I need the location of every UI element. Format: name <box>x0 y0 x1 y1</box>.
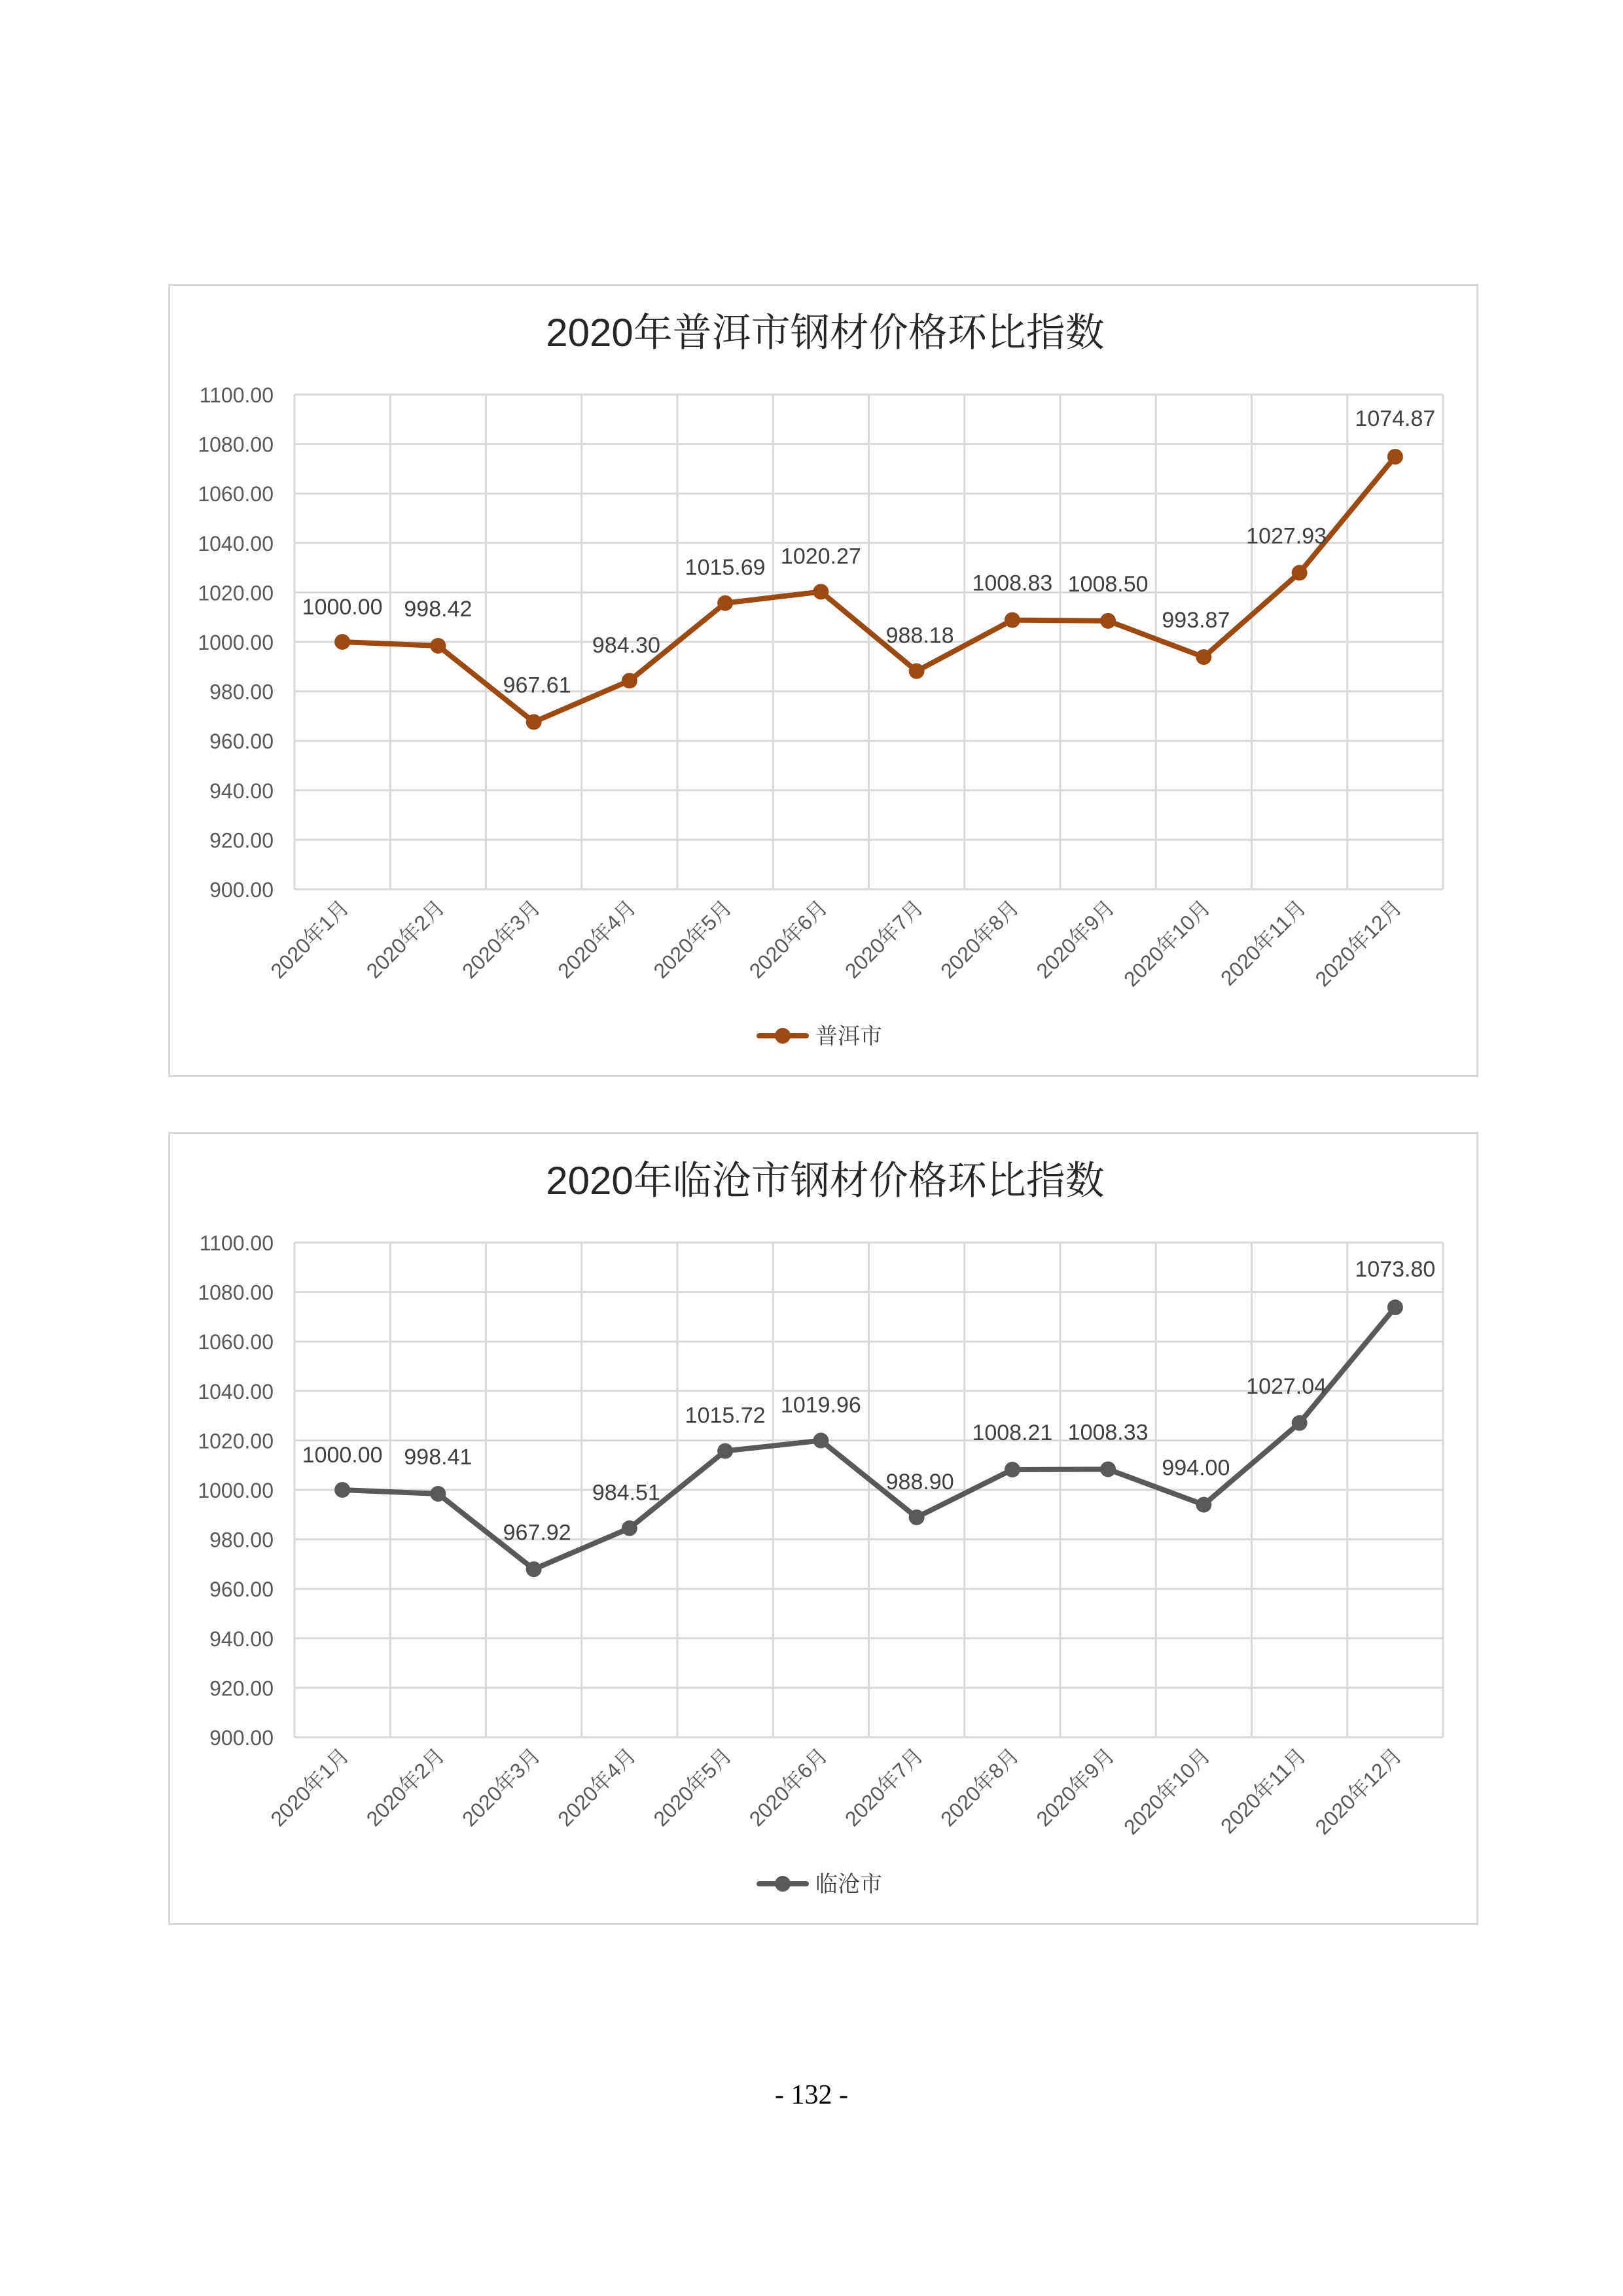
data-point <box>909 663 925 679</box>
data-label: 1000.00 <box>302 1443 383 1468</box>
y-tick-label: 1000.00 <box>198 1479 274 1502</box>
y-tick-label: 1100.00 <box>199 383 274 407</box>
data-label: 1008.33 <box>1067 1420 1149 1445</box>
y-tick-label: 900.00 <box>209 1726 274 1750</box>
y-tick-label: 980.00 <box>209 1528 274 1552</box>
data-label: 994.00 <box>1162 1455 1230 1481</box>
page-number: - 132 - <box>775 2080 848 2110</box>
y-tick-label: 980.00 <box>209 680 274 704</box>
data-point <box>430 1486 446 1502</box>
data-label: 1027.04 <box>1246 1373 1327 1399</box>
x-tick-label: 2020年2月 <box>361 1743 450 1831</box>
data-label: 1074.87 <box>1355 406 1436 431</box>
x-tick-label: 2020年8月 <box>936 895 1024 983</box>
y-tick-label: 1020.00 <box>198 581 274 605</box>
chart-title: 2020年普洱市钢材价格环比指数 <box>546 311 1105 355</box>
data-label: 1008.83 <box>972 571 1053 596</box>
data-point <box>1387 449 1403 465</box>
legend-marker <box>775 1876 791 1892</box>
data-label: 1073.80 <box>1355 1257 1436 1282</box>
x-tick-label: 2020年1月 <box>266 895 354 983</box>
data-label: 984.51 <box>592 1480 660 1506</box>
data-point <box>1387 1299 1403 1315</box>
y-tick-label: 1040.00 <box>198 531 274 556</box>
data-label: 1020.27 <box>780 544 861 569</box>
chart-lincang <box>168 1132 1478 1925</box>
y-tick-label: 960.00 <box>209 730 274 754</box>
data-point <box>1196 649 1211 665</box>
data-label: 1000.00 <box>302 595 383 620</box>
data-point <box>813 1433 829 1449</box>
data-point <box>526 714 542 730</box>
chart-lincang-svg <box>170 1134 1480 1927</box>
chart-puer <box>168 284 1478 1077</box>
x-tick-label: 2020年2月 <box>361 895 450 983</box>
y-tick-label: 1100.00 <box>199 1231 274 1255</box>
data-point <box>717 1443 733 1459</box>
data-point <box>1292 1415 1308 1431</box>
legend-marker <box>775 1028 791 1044</box>
data-label: 988.18 <box>885 623 954 648</box>
chart-puer-svg <box>170 286 1480 1079</box>
data-label: 967.61 <box>503 673 571 698</box>
x-tick-label: 2020年4月 <box>553 895 641 983</box>
legend-label: 普洱市 <box>815 1024 882 1049</box>
data-point <box>334 634 350 650</box>
x-tick-label: 2020年8月 <box>936 1743 1024 1831</box>
x-tick-label: 2020年12月 <box>1310 1743 1406 1839</box>
data-point <box>526 1561 542 1577</box>
data-point <box>1100 1462 1116 1477</box>
x-tick-label: 2020年10月 <box>1119 895 1215 991</box>
x-tick-label: 2020年5月 <box>649 895 737 983</box>
y-tick-label: 940.00 <box>209 779 274 803</box>
x-tick-label: 2020年11月 <box>1216 895 1311 991</box>
data-label: 967.92 <box>503 1520 571 1545</box>
x-tick-label: 2020年3月 <box>457 1743 545 1831</box>
y-tick-label: 1080.00 <box>198 1280 274 1305</box>
x-tick-label: 2020年6月 <box>744 1743 832 1831</box>
data-point <box>622 1521 637 1536</box>
data-point <box>717 595 733 611</box>
x-tick-label: 2020年4月 <box>553 1743 641 1831</box>
x-tick-label: 2020年9月 <box>1031 1743 1120 1831</box>
data-label: 1019.96 <box>780 1392 861 1418</box>
data-label: 1008.21 <box>972 1420 1053 1445</box>
y-tick-label: 1060.00 <box>198 482 274 506</box>
data-point <box>1100 613 1116 629</box>
y-tick-label: 1060.00 <box>198 1330 274 1354</box>
data-label: 998.41 <box>404 1445 473 1470</box>
x-tick-label: 2020年5月 <box>649 1743 737 1831</box>
data-point <box>1005 1462 1020 1477</box>
x-tick-label: 2020年1月 <box>266 1743 354 1831</box>
data-label: 993.87 <box>1162 608 1230 633</box>
y-tick-label: 1020.00 <box>198 1429 274 1453</box>
data-label: 1027.93 <box>1246 523 1327 549</box>
y-tick-label: 1000.00 <box>198 631 274 654</box>
data-label: 998.42 <box>404 596 473 622</box>
x-tick-label: 2020年3月 <box>457 895 545 983</box>
data-label: 1008.50 <box>1067 571 1149 597</box>
x-tick-label: 2020年9月 <box>1031 895 1120 983</box>
y-tick-label: 940.00 <box>209 1627 274 1651</box>
data-point <box>334 1482 350 1498</box>
chart-title: 2020年临沧市钢材价格环比指数 <box>546 1159 1105 1203</box>
x-tick-label: 2020年7月 <box>840 895 928 983</box>
data-point <box>430 638 446 654</box>
data-point <box>1196 1497 1211 1513</box>
data-point <box>813 584 829 599</box>
data-label: 1015.72 <box>685 1403 766 1428</box>
data-label: 984.30 <box>592 633 660 658</box>
x-tick-label: 2020年12月 <box>1310 895 1406 991</box>
x-tick-label: 2020年6月 <box>744 895 832 983</box>
y-tick-label: 920.00 <box>209 828 274 853</box>
x-tick-label: 2020年10月 <box>1119 1743 1215 1839</box>
data-point <box>1292 565 1308 580</box>
y-tick-label: 960.00 <box>209 1578 274 1602</box>
y-tick-label: 920.00 <box>209 1676 274 1701</box>
data-point <box>909 1510 925 1525</box>
y-tick-label: 900.00 <box>209 878 274 902</box>
y-tick-label: 1080.00 <box>198 433 274 457</box>
y-tick-label: 1040.00 <box>198 1379 274 1404</box>
x-tick-label: 2020年11月 <box>1216 1743 1311 1839</box>
data-point <box>622 673 637 688</box>
legend-label: 临沧市 <box>815 1872 882 1897</box>
data-label: 1015.69 <box>685 555 766 580</box>
data-label: 988.90 <box>885 1469 954 1494</box>
data-point <box>1005 612 1020 628</box>
x-tick-label: 2020年7月 <box>840 1743 928 1831</box>
